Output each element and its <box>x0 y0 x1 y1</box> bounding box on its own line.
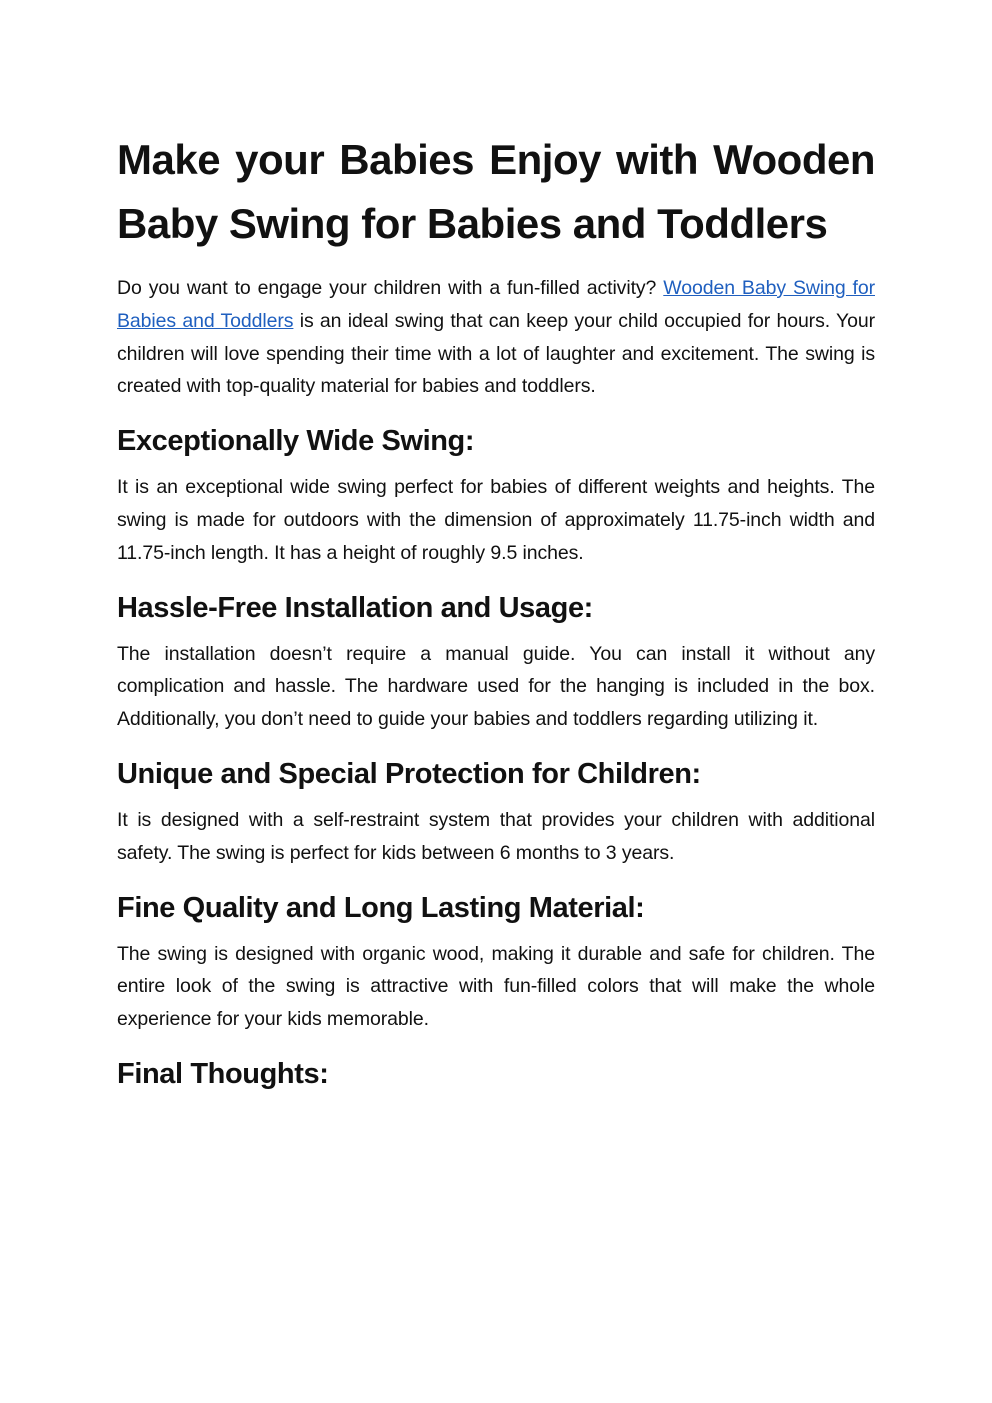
section-body-protection: It is designed with a self-restraint system that provides your children with additional safety. The swing is perfect for kids between 6 months to 3 years. <box>117 808 875 864</box>
product-link[interactable]: Wooden Baby Swing for Babies and Toddlers <box>117 277 875 332</box>
page-title-line-1: Make your Babies Enjoy with Wooden <box>117 136 875 183</box>
section-body-wide-swing: It is an exceptional wide swing perfect for babies of different weights and heights. The swing is made for outdoors with the dimension of approximately 11.75-inch width and 11.75-inch length. It has a height of roughly 9.5 inches. <box>117 476 875 564</box>
section-heading-wide-swing: Exceptionally Wide Swing: <box>117 425 475 458</box>
section-body-installation: The installation doesn’t require a manual guide. You can install it without any complication and hassle. The hardware used for the hanging is included in the box. Additionally, you don’t need to guide your babies and toddlers regarding utilizing it. <box>117 642 875 731</box>
section-body-material: The swing is designed with organic wood, making it durable and safe for children. The entire look of the swing is attractive with fun-filled colors that will make the whole experience for your kids memorable. <box>117 942 875 1031</box>
page-title-line-2: Baby Swing for Babies and Toddlers <box>117 200 828 247</box>
section-heading-material: Fine Quality and Long Lasting Material: <box>117 891 645 924</box>
page-title <box>117 128 875 256</box>
document-page <box>117 128 875 1104</box>
intro-paragraph <box>117 272 875 403</box>
intro-text-before-link: Do you want to engage your children with a fun-filled activity? <box>117 277 664 299</box>
section-heading-installation: Hassle-Free Installation and Usage: <box>117 591 593 624</box>
section-heading-final-thoughts: Final Thoughts: <box>117 1057 329 1090</box>
section-heading-protection: Unique and Special Protection for Children: <box>117 757 701 790</box>
intro-text-after-link: is an ideal swing that can keep your child occupied for hours. Your children will love spending their time with a lot of laughter and excitement. The swing is created with top-quality material for babies and toddlers. <box>117 309 875 398</box>
